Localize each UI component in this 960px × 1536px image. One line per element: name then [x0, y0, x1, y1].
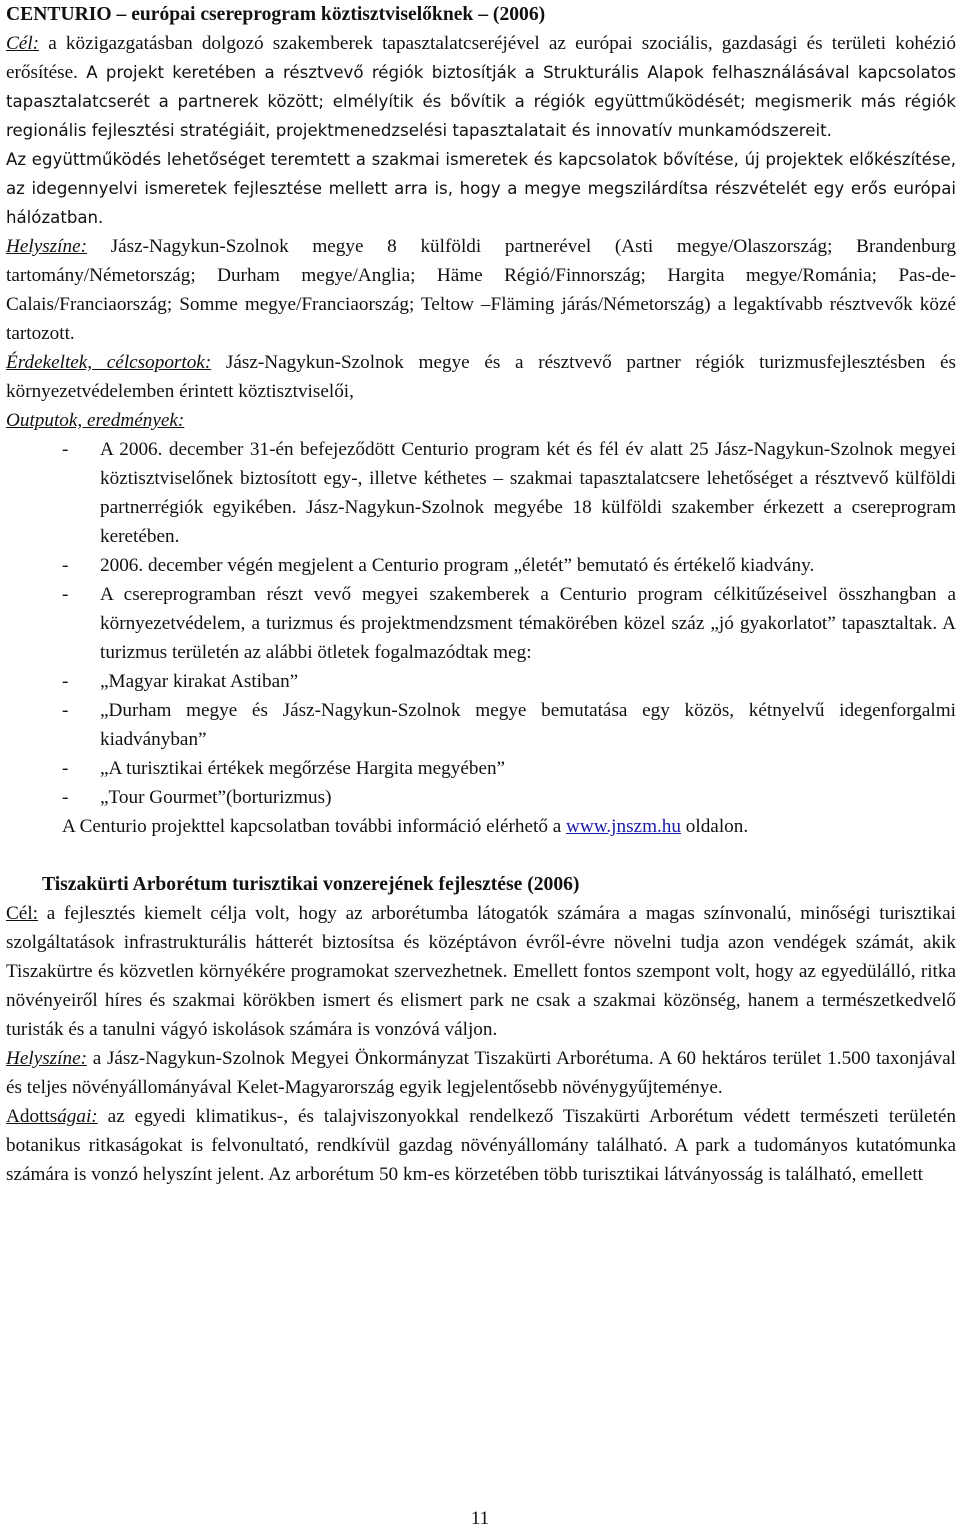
location-text: Jász-Nagykun-Szolnok megye 8 külföldi partnerével (Asti megye/Olaszország; Brandenburg tartomány/Németország; Durham megye/Anglia; Häme Régió/Finnország; Hargita megye/Románia; Pas-de-Calais/Franciaország; Somme megye/Franciaország; Teltow –Fläming járás/Németország) a legaktívabb résztvevők közé tartozott. [6, 236, 956, 344]
arboretum-goal-label: Cél: [6, 903, 38, 924]
outputs-label: Outputok, eredmények: [6, 410, 185, 431]
centurio-location-paragraph [6, 232, 956, 348]
stakeholders-paragraph [6, 348, 956, 406]
features-label-b: ágai: [57, 1106, 98, 1127]
list-item-text: „Magyar kirakat Astiban” [100, 671, 299, 692]
arboretum-location-label: Helyszíne: [6, 1048, 87, 1069]
features-label-a: Adotts [6, 1106, 58, 1127]
list-dash: - [62, 584, 69, 605]
list-item-text: „Durham megye és Jász-Nagykun-Szolnok megye bemutatása egy közös, kétnyelvű idegenforgalmi kiadványban” [100, 700, 956, 750]
arboretum-goal-paragraph [6, 899, 956, 1044]
arboretum-location-paragraph [6, 1044, 956, 1102]
goal-label: Cél: [6, 33, 40, 54]
goal-text: a közigazgatásban dolgozó szakemberek tapasztalatcseréjével az európai szociális, gazdasági és területi kohézió erősítése. [6, 33, 956, 83]
list-item [6, 754, 956, 783]
list-item [6, 696, 956, 754]
more-info-paragraph [6, 812, 956, 841]
stakeholders-text: Jász-Nagykun-Szolnok megye és a résztvevő partner régiók turizmusfejlesztésben és környezetvédelemben érintett köztisztviselői, [6, 352, 956, 402]
outputs-list [6, 435, 956, 812]
stakeholders-label: Érdekeltek, célcsoportok: [6, 352, 212, 373]
list-dash: - [62, 758, 69, 779]
section-title-centurio: CENTURIO – európai csereprogram köztisztviselőknek – (2006) [6, 4, 546, 25]
list-item [6, 435, 956, 551]
list-dash: - [62, 671, 69, 692]
list-dash: - [62, 700, 69, 721]
outputs-heading [6, 406, 956, 435]
arboretum-features-paragraph [6, 1102, 956, 1189]
page-number: 11 [470, 1508, 490, 1529]
features-text: az egyedi klimatikus-, és talajviszonyokkal rendelkező Tiszakürti Arborétum védett természeti területén botanikus ritkaságokat is felvonultató, rendkívül gazdag növényállomány található. A park a tudományos kutatómunka számára is vonzó helyszínt jelent. Az arborétum 50 km-es körzetében több turisztikai látványosság is található, emellett [6, 1106, 956, 1185]
location-label: Helyszíne: [6, 236, 87, 257]
collaboration-paragraph: Az együttműködés lehetőséget teremtett a szakmai ismeretek és kapcsolatok bővítése, új projektek előkészítése, az idegennyelvi ismeretek fejlesztése mellett arra is, hogy a megye megszilárdítsa részvételét egy erős európai hálózatban. [6, 150, 956, 227]
list-item [6, 580, 956, 667]
list-item [6, 783, 956, 812]
list-item-text: 2006. december végén megjelent a Centurio program „életét” bemutató és értékelő kiadvány. [100, 555, 815, 576]
section-title-arboretum: Tiszakürti Arborétum turisztikai vonzerejének fejlesztése (2006) [42, 874, 580, 895]
spacer [6, 841, 956, 870]
arboretum-location-text: a Jász-Nagykun-Szolnok Megyei Önkormányzat Tiszakürti Arborétuma. A 60 hektáros terület 1.500 taxonjával és teljes növényállományával Kelet-Magyarország egyik legjelentősebb növénygyűjteménye. [6, 1048, 956, 1098]
list-item-text: A csereprogramban részt vevő megyei szakemberek a Centurio program célkitűzéseivel összhangban a környezetvédelem, a turizmus és projektmendzsment témakörében közel száz „jó gyakorlatot” tapasztaltak. A turizmus területén az alábbi ötletek fogalmazódtak meg: [100, 584, 956, 663]
document-page [6, 0, 956, 1189]
more-info-end: oldalon. [680, 816, 749, 837]
list-item-text: A 2006. december 31-én befejeződött Centurio program két és fél év alatt 25 Jász-Nagykun-Szolnok megyei köztisztviselőnek biztosított egy-, illetve kéthetes – szakmai tapasztalatcsere lehetőséget a résztvevő külföldi partnerrégiók egyikében. Jász-Nagykun-Szolnok megyébe 18 külföldi szakember érkezett a csereprogram keretében. [100, 439, 956, 547]
arboretum-goal-text: a fejlesztés kiemelt célja volt, hogy az arborétumba látogatók számára a magas színvonalú, minőségi turisztikai szolgáltatások infrastrukturális hátterét biztosítsa és középtávon évről-évre növelni tudja azon vendégek számát, akik Tiszakürtre és közvetlen környékére programokat szervezhetnek. Emellett fontos szempont volt, hogy az egyedülálló, ritka növényeiről híres és szakmai körökben ismert és elismert park ne csak a szakmai közönség, hanem a természetkedvelő turisták és a tanulni vágyó iskolások számára is vonzóvá váljon. [6, 903, 956, 1040]
list-dash: - [62, 555, 69, 576]
goal-text-sans: A projekt keretében a résztvevő régiók biztosítják a Strukturális Alapok felhasználásával kapcsolatos tapasztalatcserét a partnerek között; elmélyítik és bővítik a régiók együttműködését; megismerik más régiók regionális fejlesztési stratégiáit, projektmenedzselési tapasztalatait és innovatív munkamódszereit. [6, 63, 956, 140]
list-dash: - [62, 787, 69, 808]
list-item [6, 551, 956, 580]
jnszm-link[interactable]: www.jnszm.hu [566, 816, 681, 837]
centurio-goal-paragraph [6, 29, 956, 145]
list-item-text: „Tour Gourmet”(borturizmus) [100, 787, 332, 808]
list-item [6, 667, 956, 696]
list-item-text: „A turisztikai értékek megőrzése Hargita megyében” [100, 758, 506, 779]
list-dash: - [62, 439, 69, 460]
more-info-text: A Centurio projekttel kapcsolatban további információ elérhető a [62, 816, 567, 837]
